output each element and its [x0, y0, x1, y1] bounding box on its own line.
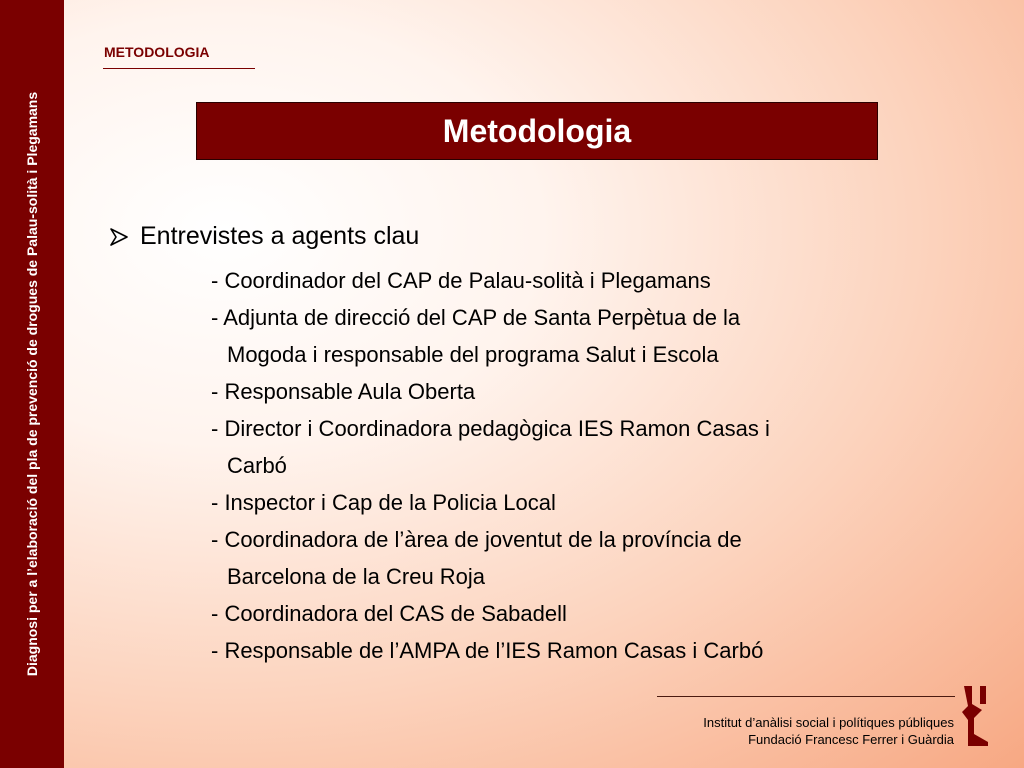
agent-list-item: - Responsable Aula Oberta [211, 379, 476, 404]
section-label: METODOLOGIA [104, 44, 210, 60]
agent-list-item: - Coordinadora del CAS de Sabadell [211, 601, 567, 626]
agent-list-item: Carbó [227, 453, 287, 478]
sidebar-title: Diagnosi per a l’elaboració del pla de prevenció de drogues de Palau-solità i Plegamans [24, 91, 40, 677]
footer-institute: Institut d’anàlisi social i polítiques públiques [703, 715, 954, 730]
sidebar [0, 0, 64, 768]
agent-list-item: - Director i Coordinadora pedagògica IES Ramon Casas i [211, 416, 770, 441]
footer [703, 714, 954, 748]
footer-foundation: Fundació Francesc Ferrer i Guàrdia [748, 732, 954, 747]
bullet-text: Entrevistes a agents clau [140, 222, 420, 250]
agent-list-item: - Coordinador del CAP de Palau-solità i Plegamans [211, 268, 711, 293]
agent-list-item: Barcelona de la Creu Roja [227, 564, 486, 589]
section-underline [103, 68, 255, 69]
page-title: Metodologia [442, 112, 632, 149]
agent-list-item: - Inspector i Cap de la Policia Local [211, 490, 556, 515]
agents-list [211, 262, 770, 669]
agent-list-item: - Responsable de l’AMPA de l’IES Ramon Casas i Carbó [211, 638, 764, 663]
arrow-bullet-icon [108, 226, 130, 248]
agent-list-item: Mogoda i responsable del programa Salut i Escola [227, 342, 719, 367]
title-banner [196, 102, 878, 160]
institute-logo-icon [962, 684, 992, 748]
agent-list-item: - Adjunta de direcció del CAP de Santa Perpètua de la [211, 305, 741, 330]
agent-list-item: - Coordinadora de l’àrea de joventut de la província de [211, 527, 742, 552]
footer-divider [657, 696, 955, 697]
bullet-item [108, 222, 419, 251]
